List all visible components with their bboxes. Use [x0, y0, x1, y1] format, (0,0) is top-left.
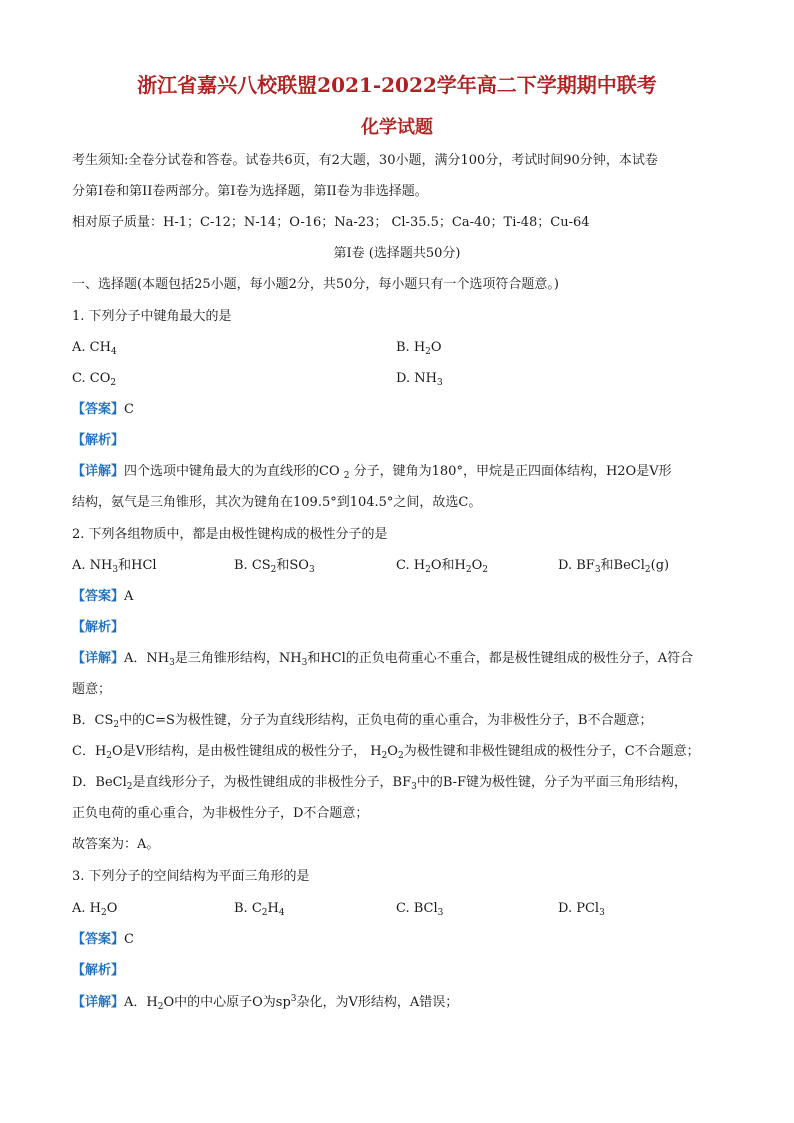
q2-answer: 【答案】A [72, 589, 134, 604]
q2-option-a: A. $NH_3$和HCl [72, 558, 157, 575]
q3-answer: 【答案】C [72, 932, 134, 947]
q1-stem: 1. 下列分子中键角最大的是 [72, 309, 232, 324]
q1-option-a: A. $CH_4$ [72, 340, 117, 357]
notice-line-1: 考生须知:全卷分试卷和答卷。试卷共6页，有2大题，30小题，满分100分，考试时间90分钟，本试卷 [72, 153, 658, 168]
q1-detail-line-1: 【详解】四个选项中键角最大的为直线形的CO $_2$ 分子，键角为180°，甲烷是正四面体结构，H2O是V形 [72, 464, 672, 481]
section-heading: 第Ⅰ卷 (选择题共50分) [333, 246, 461, 261]
q2-detail-a-line-1: 【详解】A．$NH_3$是三角锥形结构，$NH_3$和HCl的正负电荷重心不重合，都是极性键组成的极性分子，A符合 [72, 651, 694, 668]
q3-stem: 3. 下列分子的空间结构为平面三角形的是 [72, 869, 310, 884]
q1-analysis-label: 【解析】 [72, 433, 125, 448]
q3-option-c: C. BCl$_3$ [396, 901, 444, 918]
notice-line-2: 分第I卷和第II卷两部分。第I卷为选择题，第II卷为非选择题。 [72, 184, 428, 199]
q3-detail-a: 【详解】A．$H_2O$中的中心原子O为$sp^3$杂化，为V形结构，A错误； [72, 994, 459, 1012]
q2-detail-a-line-2: 题意； [72, 682, 112, 697]
q1-option-d: D. $NH_3$ [396, 371, 443, 388]
q2-option-d: D. $BF_3$和BeCl$_2$(g) [558, 558, 670, 575]
q1-option-c: C. $CO_2$ [72, 371, 117, 388]
q3-option-b: B. $C_2H_4$ [234, 901, 285, 918]
q2-conclusion: 故答案为：A。 [72, 837, 160, 852]
q2-detail-d-line-1: D．BeCl$_2$是直线形分子，为极性键组成的非极性分子，$BF_3$中的B-F键为极性键，分子为平面三角形结构， [72, 775, 688, 792]
q2-option-b: B. $CS_2$和$SO_3$ [234, 558, 315, 575]
q2-analysis-label: 【解析】 [72, 620, 125, 635]
q2-detail-d-line-2: 正负电荷的重心重合，为非极性分子，D不合题意； [72, 806, 369, 821]
q2-detail-b: B．$CS_2$中的C=S为极性键，分子为直线形结构，正负电荷的重心重合，为非极性分子，B不合题意； [72, 713, 653, 730]
q3-option-a: A. $H_2O$ [72, 901, 118, 918]
q2-option-c: C. $H_2O$和$H_2O_2$ [396, 558, 488, 575]
q3-analysis-label: 【解析】 [72, 963, 125, 978]
atomic-masses: 相对原子质量：H-1；C-12；N-14；O-16；Na-23； Cl-35.5；Ca-40；Ti-48；Cu-64 [72, 215, 590, 230]
q2-stem: 2. 下列各组物质中，都是由极性键构成的极性分子的是 [72, 527, 388, 542]
q2-detail-c: C．$H_2O$是V形结构，是由极性键组成的极性分子， $H_2O_2$为极性键和非极性键组成的极性分子，C不合题意； [72, 744, 700, 761]
document-subtitle: 化学试题 [361, 117, 433, 138]
section-instructions: 一、选择题(本题包括25小题，每小题2分，共50分，每小题只有一个选项符合题意。) [72, 277, 559, 292]
document-title: 浙江省嘉兴八校联盟2021-2022学年高二下学期期中联考 [137, 73, 657, 97]
q3-option-d: D. PCl$_3$ [558, 901, 605, 918]
q1-option-b: B. $H_2O$ [396, 340, 442, 357]
q1-detail-line-2: 结构，氨气是三角锥形，其次为键角在109.5°到104.5°之间，故选C。 [72, 495, 482, 510]
q1-answer: 【答案】C [72, 402, 134, 417]
